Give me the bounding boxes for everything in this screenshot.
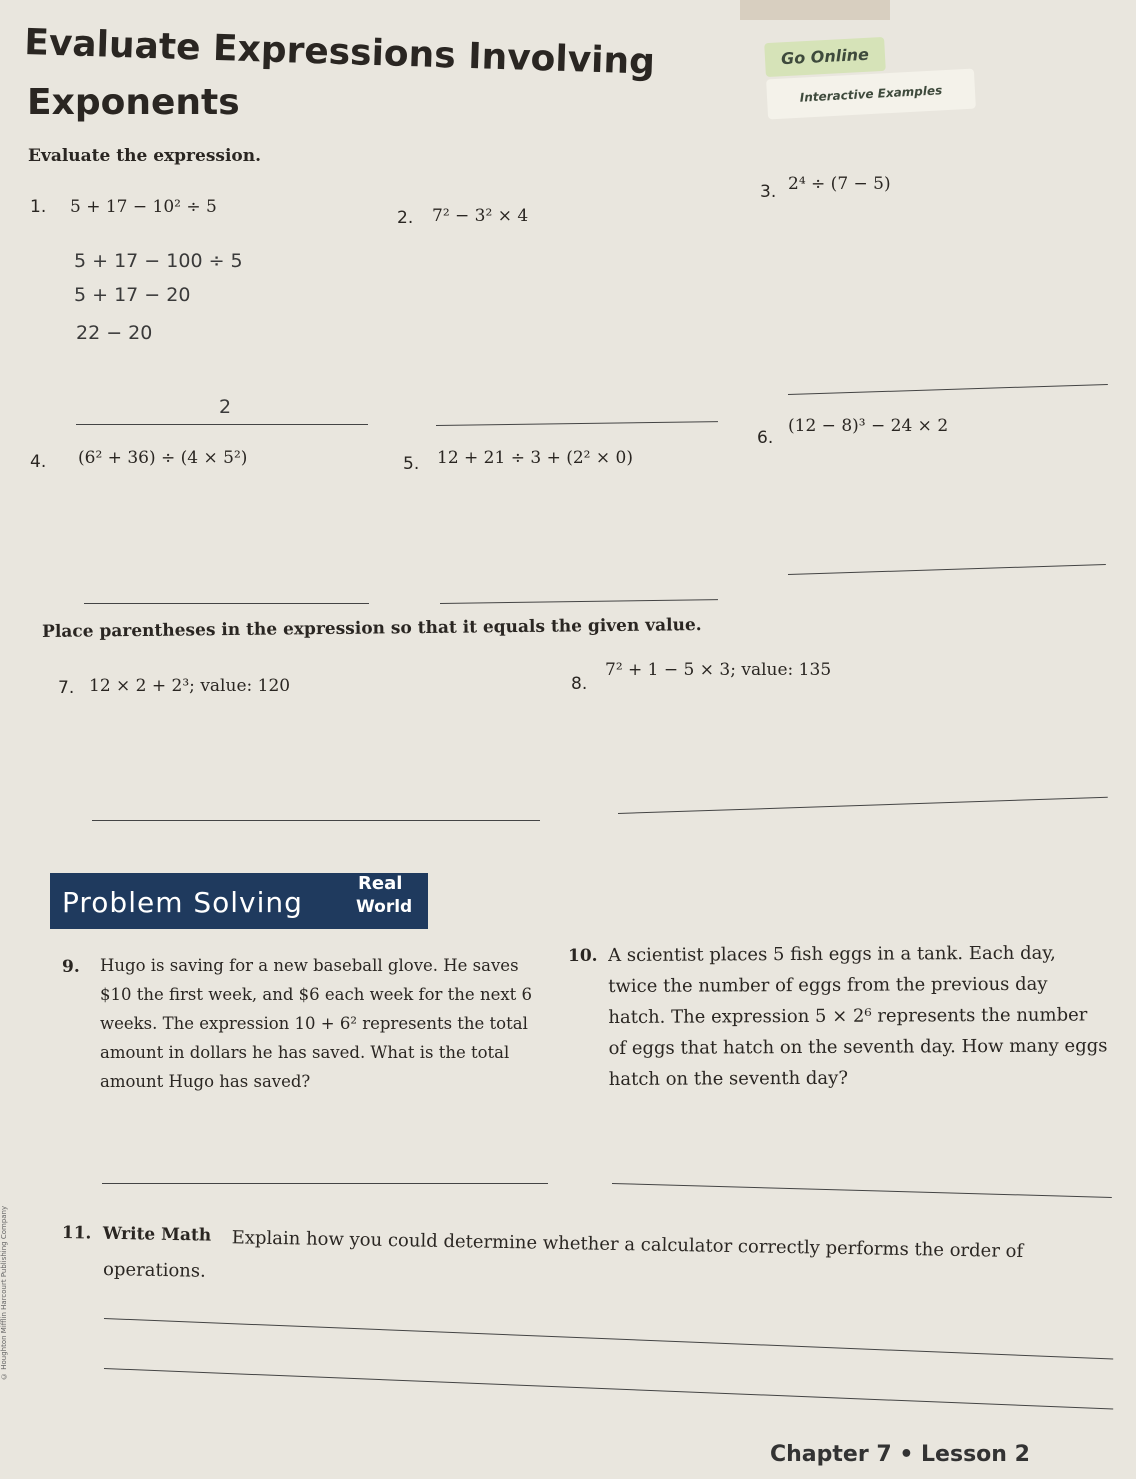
chapter-footer: Chapter 7 • Lesson 2 xyxy=(770,1442,1030,1467)
answer-line-11a[interactable] xyxy=(104,1318,1113,1360)
problem-10-number: 10. xyxy=(568,946,598,966)
parentheses-instruction: Place parentheses in the expression so that it equals the given value. xyxy=(42,615,702,642)
answer-1: 2 xyxy=(219,396,232,418)
answer-line-5[interactable] xyxy=(440,599,718,604)
work-step-1: 5 + 17 − 100 ÷ 5 xyxy=(74,250,243,272)
exercise-8-number: 8. xyxy=(571,674,588,694)
exercise-4-number: 4. xyxy=(30,452,47,472)
go-online-button[interactable]: Go Online xyxy=(764,37,886,77)
evaluate-instruction: Evaluate the expression. xyxy=(28,146,262,166)
corner-tab xyxy=(740,0,890,20)
problem-11-text: Explain how you could determine whether a calculator correctly performs the order of operations. xyxy=(102,1227,1024,1282)
work-step-2: 5 + 17 − 20 xyxy=(74,284,191,306)
answer-line-11b[interactable] xyxy=(104,1368,1113,1410)
exercise-8-expression: 7² + 1 − 5 × 3; value: 135 xyxy=(605,660,832,680)
write-math-label: Write Math xyxy=(102,1223,212,1246)
exercise-5-expression: 12 + 21 ÷ 3 + (2² × 0) xyxy=(437,448,633,468)
exercise-6-number: 6. xyxy=(757,428,774,448)
answer-line-6[interactable] xyxy=(788,564,1106,575)
answer-line-2[interactable] xyxy=(436,421,718,426)
problem-solving-label: Problem Solving xyxy=(62,886,303,919)
exercise-2-number: 2. xyxy=(397,208,414,228)
problem-9-number: 9. xyxy=(62,957,80,977)
exercise-2-expression: 7² − 3² × 4 xyxy=(432,206,529,226)
problem-10-text: A scientist places 5 fish eggs in a tank. Each day, twice the number of eggs from the previous day hatch. The expression 5 × 2⁶ represents the number of eggs that hatch on the seventh day. How many eggs hatch on the seventh day? xyxy=(608,942,1108,1090)
exercise-1-expression: 5 + 17 − 10² ÷ 5 xyxy=(70,197,217,217)
page-title-line-2: Exponents xyxy=(27,82,240,123)
answer-line-7[interactable] xyxy=(92,820,540,821)
problem-11-number: 11. xyxy=(61,1223,92,1244)
exercise-3-expression: 2⁴ ÷ (7 − 5) xyxy=(788,174,891,194)
exercise-6-expression: (12 − 8)³ − 24 × 2 xyxy=(788,416,949,436)
real-world-tag-line-2: World xyxy=(356,897,413,917)
interactive-examples-button[interactable]: Interactive Examples xyxy=(766,69,976,120)
publisher-credit: © Houghton Mifflin Harcourt Publishing Company xyxy=(0,1205,8,1380)
answer-line-3[interactable] xyxy=(788,384,1108,395)
answer-line-8[interactable] xyxy=(618,797,1108,814)
answer-line-9[interactable] xyxy=(102,1183,548,1184)
exercise-4-expression: (6² + 36) ÷ (4 × 5²) xyxy=(78,448,248,468)
exercise-3-number: 3. xyxy=(760,182,777,202)
page-title: Evaluate Expressions Involving xyxy=(23,22,656,83)
exercise-1-number: 1. xyxy=(30,197,47,217)
exercise-7-expression: 12 × 2 + 2³; value: 120 xyxy=(89,676,291,696)
exercise-7-number: 7. xyxy=(58,678,75,698)
work-step-3: 22 − 20 xyxy=(76,322,153,344)
exercise-5-number: 5. xyxy=(403,454,420,474)
answer-line-4[interactable] xyxy=(84,603,369,604)
problem-9-text: Hugo is saving for a new baseball glove. He saves $10 the first week, and $6 each week for the next 6 weeks. The expression 10 + 6² represents the total amount in dollars he has saved. What is the total amount Hugo has saved? xyxy=(100,956,533,1091)
answer-line-1[interactable] xyxy=(76,424,368,425)
real-world-tag: Real xyxy=(358,873,403,894)
answer-line-10[interactable] xyxy=(612,1183,1112,1198)
